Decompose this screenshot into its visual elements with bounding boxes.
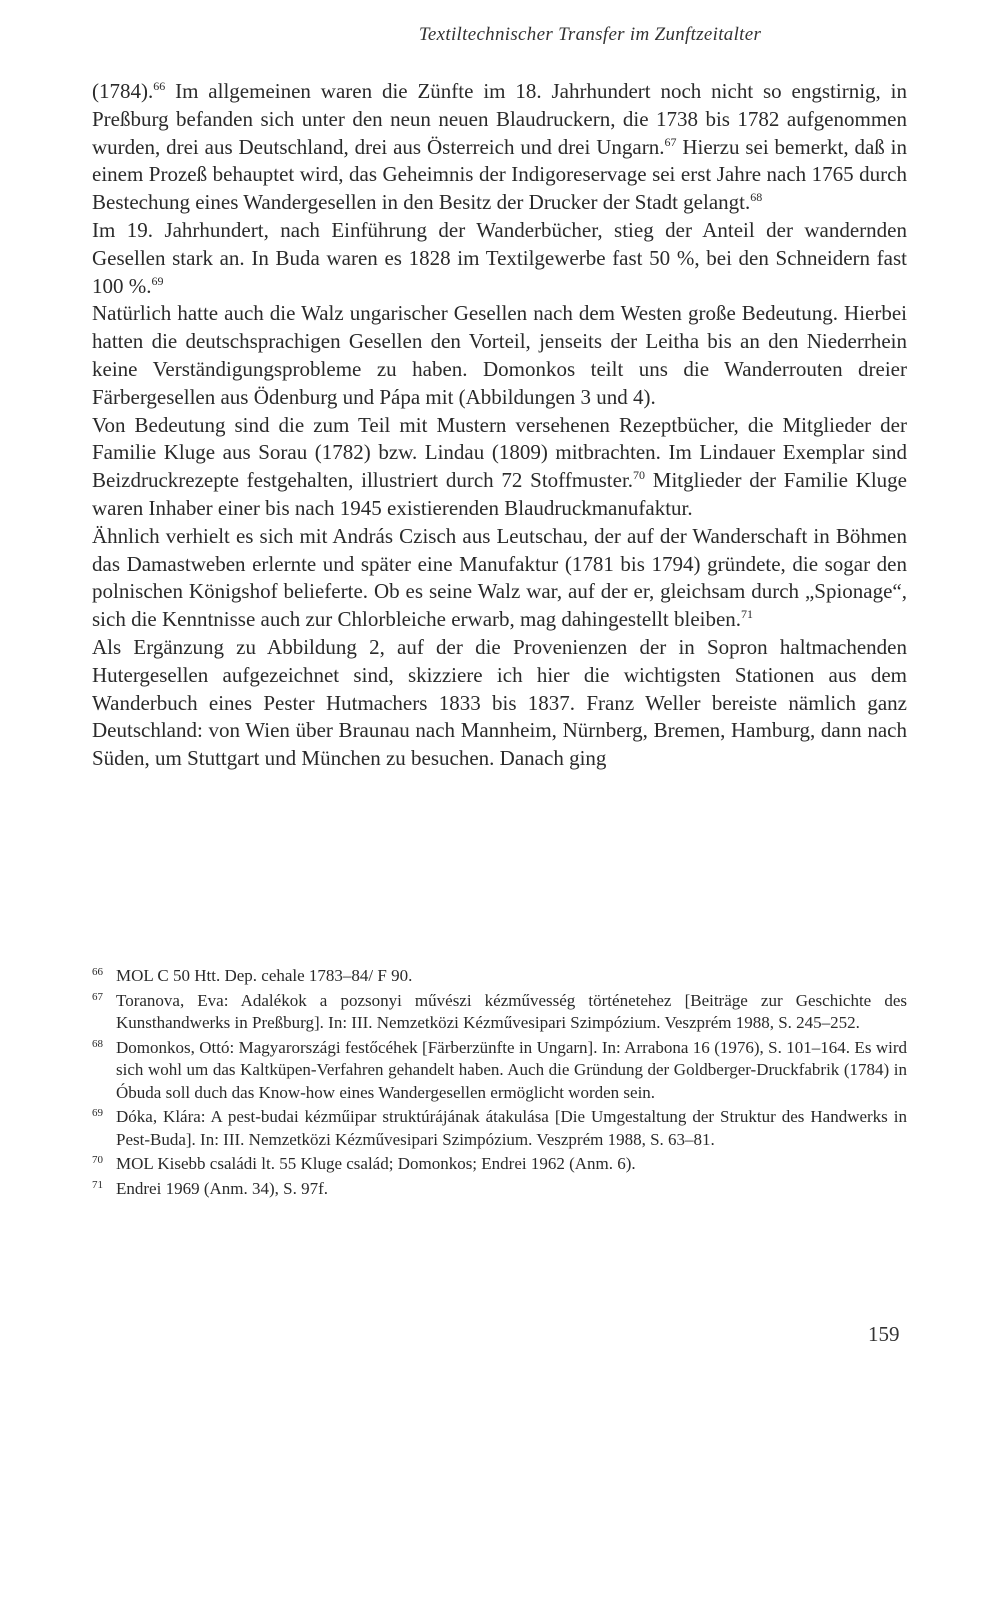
footnote-number: 67 — [92, 990, 103, 1003]
paragraph-text: Ähnlich verhielt es sich mit András Czisch aus Leutschau, der auf der Wanderschaft in Böhmen das Damastweben erlernte und später eine Manufaktur (1781 bis 1794) gründete, die sogar den polnischen Königshof belieferte. Ob es seine Walz war, auf der er, gleichsam durch „Spionage“, sich die Kenntnisse auch zur Chlorbleiche erwarb, mag dahingestellt bleiben. — [92, 523, 907, 632]
footnote-text: MOL Kisebb családi lt. 55 Kluge család; Domonkos; Endrei 1962 (Anm. 6). — [116, 1154, 636, 1173]
paragraph-text: Im allgemeinen waren die Zünfte im 18. Jahrhundert noch nicht so engstirnig, in Preßburg befanden sich unter den neun neuen Blaudruckern, die 1738 bis 1782 aufgenommen wurden, drei aus Deutschland, drei aus Österreich und drei Ungarn. — [92, 79, 907, 159]
footnote — [92, 1037, 907, 1105]
paragraph-text: Mitglieder der Familie Kluge waren Inhaber einer bis nach 1945 existierenden Blaudruckmanufaktur. — [92, 468, 907, 520]
paragraph — [92, 300, 907, 411]
page-number: 159 — [868, 1322, 900, 1346]
paragraph — [92, 78, 907, 217]
body-text — [92, 78, 907, 773]
footnote-reference: 71 — [741, 607, 754, 622]
footnote-text: Endrei 1969 (Anm. 34), S. 97f. — [116, 1178, 329, 1198]
paragraph — [92, 217, 907, 300]
running-header: Textiltechnischer Transfer im Zunftzeitalter — [418, 24, 762, 45]
footnote-reference: 67 — [664, 134, 677, 149]
footnote-text: Toranova, Eva: Adalékok a pozsonyi művészi kézművesség történetehez [Beiträge zur Geschichte des Kunsthandwerks in Preßburg]. In: III. Nemzetközi Kézművesipari Szimpózium. Veszprém 1988, S. 245–252. — [116, 990, 907, 1032]
footnote — [92, 965, 907, 988]
footnote — [92, 1153, 907, 1176]
footnote-number: 66 — [92, 966, 103, 978]
paragraph-text: Natürlich hatte auch die Walz ungarischer Gesellen nach dem Westen große Bedeutung. Hierbei hatten die deutschsprachigen Gesellen den Vorteil, jenseits der Leitha bis an den Niederrhein keine Verständigungsprobleme zu haben. Domonkos teilt uns die Wanderrouten dreier Färbergesellen aus Ödenburg und Pápa mit (Abbildungen 3 und 4). — [92, 301, 907, 409]
paragraph-text: (1784). — [92, 79, 154, 103]
footnote — [92, 1106, 907, 1151]
footnote-number: 70 — [92, 1154, 103, 1166]
footnotes — [92, 965, 907, 1202]
paragraph — [92, 523, 907, 634]
footnote-text: Dóka, Klára: A pest-budai kézműipar struktúrájának átakulása [Die Umgestaltung der Struktur des Handwerks in Pest-Buda]. In: III. Nemzetközi Kézművesipari Szimpózium. Veszprém 1988, S. 63–81. — [116, 1107, 907, 1149]
footnote-number: 71 — [92, 1178, 103, 1191]
footnote-reference: 70 — [633, 468, 646, 483]
footnote-number: 68 — [92, 1037, 103, 1050]
footnote-number: 69 — [92, 1107, 103, 1119]
paragraph-text: Im 19. Jahrhundert, nach Einführung der Wanderbücher, stieg der Anteil der wandernden Gesellen stark an. In Buda waren es 1828 im Textilgewerbe fast 50 %, bei den Schneidern fast 100 %. — [92, 217, 907, 298]
paragraph-text: Als Ergänzung zu Abbildung 2, auf der die Provenienzen der in Sopron haltmachenden Hutergesellen aufgezeichnet sind, skizziere ich hier die wichtigsten Stationen aus dem Wanderbuch eines Pester Hutmachers 1833 bis 1837. Franz Weller bereiste nämlich ganz Deutschland: von Wien über Braunau nach Mannheim, Nürnberg, Bremen, Hamburg, dann nach Süden, um Stuttgart und München zu besuchen. Danach ging — [92, 634, 907, 771]
footnote-text: Domonkos, Ottó: Magyarországi festőcéhek [Färberzünfte in Ungarn]. In: Arrabona 16 (1976), S. 101–164. Es wird sich wohl um das Kaltküpen-Verfahren gehandelt haben. Auch die Gründung der Goldberger-Druckfabrik (1784) in Óbuda soll duch das Know-how eines Wandergesellen ermöglicht worden sein. — [116, 1037, 907, 1102]
paragraph — [92, 634, 907, 773]
paragraph — [92, 412, 907, 523]
footnote-reference: 69 — [151, 273, 164, 288]
footnote-text: MOL C 50 Htt. Dep. cehale 1783–84/ F 90. — [116, 966, 413, 985]
footnote-reference: 68 — [750, 190, 763, 205]
paragraph-text: Von Bedeutung sind die zum Teil mit Mustern versehenen Rezeptbücher, die Mitglieder der Familie Kluge aus Sorau (1782) bzw. Lindau (1809) mitbrachten. Im Lindauer Exemplar sind Beizdruckrezepte festgehalten, illustriert durch 72 Stoffmuster. — [92, 412, 907, 493]
footnote — [92, 1178, 907, 1201]
paragraph-text: Hierzu sei bemerkt, daß in einem Prozeß behauptet wird, das Geheimnis der Indigoreservage sei erst Jahre nach 1765 durch Bestechung eines Wandergesellen in den Besitz der Drucker der Stadt gelangt. — [92, 134, 907, 215]
footnote — [92, 990, 907, 1035]
footnote-reference: 66 — [153, 79, 166, 93]
